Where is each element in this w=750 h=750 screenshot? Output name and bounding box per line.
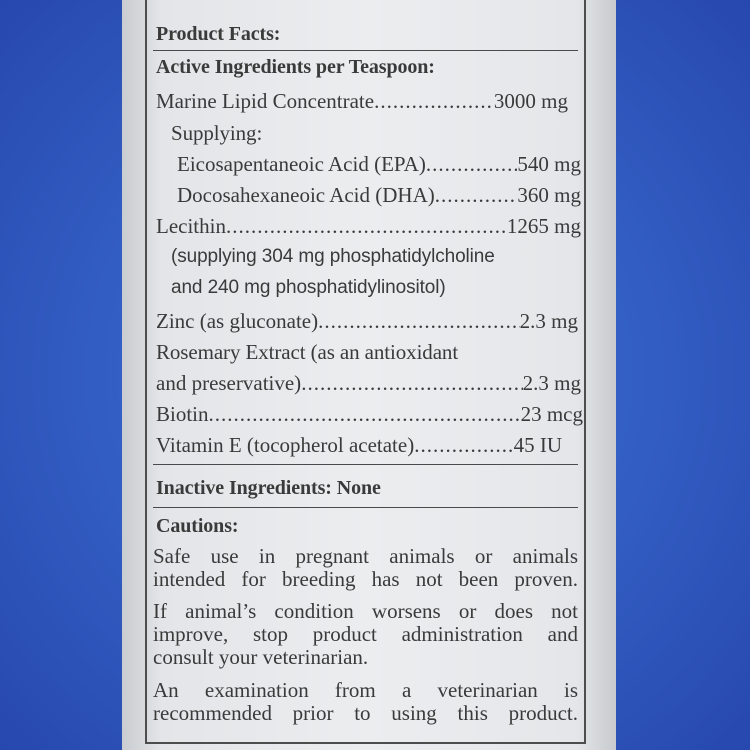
- product-label: [122, 0, 616, 750]
- ingredient-name: Zinc (as gluconate): [156, 309, 319, 333]
- ingredient-note: and 240 mg phosphatidylinositol): [171, 277, 446, 298]
- ingredient-row: [156, 309, 578, 333]
- ingredient-amount: 3000 mg: [493, 89, 568, 113]
- ingredient-row: [156, 371, 581, 395]
- ingredient-amount: 2.3 mg: [522, 371, 581, 395]
- caution-line: If animal’s condition worsens or does not: [153, 599, 578, 623]
- leader-dots: [209, 402, 521, 426]
- caution-line: recommended prior to using this product.: [153, 701, 578, 725]
- leader-dots: [226, 214, 507, 238]
- cautions-heading: Cautions:: [156, 515, 239, 537]
- ingredient-amount: 2.3 mg: [519, 309, 578, 333]
- ingredient-row: [156, 89, 568, 113]
- ingredient-row: [177, 152, 581, 176]
- divider: [153, 464, 578, 465]
- ingredient-name: Marine Lipid Concentrate: [156, 89, 375, 113]
- caution-line: intended for breeding has not been proven.: [153, 567, 578, 591]
- ingredient-name: and preservative): [156, 371, 302, 395]
- ingredient-name: Vitamin E (tocopherol acetate): [156, 433, 415, 457]
- leader-dots: [301, 371, 522, 395]
- divider: [153, 50, 578, 51]
- caution-line: An examination from a veterinarian is: [153, 678, 578, 702]
- product-facts-panel: [145, 0, 586, 744]
- ingredient-name: Eicosapentaneoic Acid (EPA): [177, 152, 426, 176]
- ingredient-name: Lecithin: [156, 214, 226, 238]
- ingredient-amount: 45 IU: [513, 433, 562, 457]
- ingredient-amount: 360 mg: [517, 183, 581, 207]
- caution-line: Safe use in pregnant animals or animals: [153, 544, 578, 568]
- leader-dots: [435, 183, 518, 207]
- ingredient-amount: 540 mg: [517, 152, 581, 176]
- inactive-ingredients: Inactive Ingredients: None: [156, 477, 381, 499]
- caution-line: consult your veterinarian.: [153, 645, 369, 669]
- ingredient-name: Docosahexaneoic Acid (DHA): [177, 183, 435, 207]
- ingredient-subheading: Supplying:: [171, 121, 263, 145]
- divider: [153, 507, 578, 508]
- ingredient-row: [177, 183, 581, 207]
- active-ingredients-heading: Active Ingredients per Teaspoon:: [156, 56, 435, 78]
- caution-line: improve, stop product administration and: [153, 622, 578, 646]
- ingredient-name: Rosemary Extract (as an antioxidant: [156, 340, 459, 364]
- ingredient-amount: 23 mcg: [520, 402, 583, 426]
- leader-dots: [414, 433, 513, 457]
- ingredient-name: Biotin: [156, 402, 209, 426]
- product-facts-title: Product Facts:: [156, 23, 281, 45]
- leader-dots: [318, 309, 520, 333]
- ingredient-row: [156, 214, 581, 238]
- ingredient-note: (supplying 304 mg phosphatidylcholine: [171, 246, 495, 267]
- ingredient-row: [156, 402, 583, 426]
- leader-dots: [426, 152, 518, 176]
- ingredient-amount: 1265 mg: [506, 214, 581, 238]
- leader-dots: [374, 89, 494, 113]
- ingredient-row: [156, 433, 562, 457]
